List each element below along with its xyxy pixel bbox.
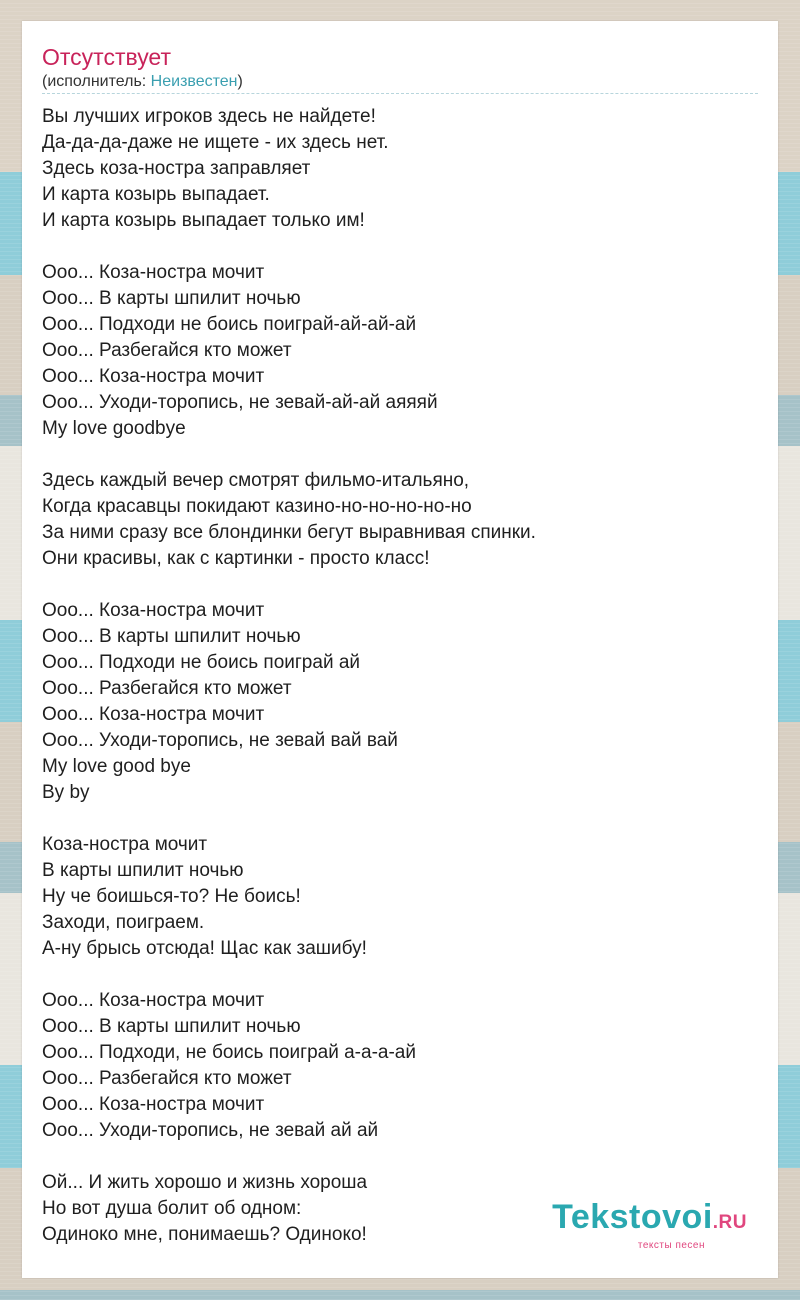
lyrics-line: Вы лучших игроков здесь не найдете! bbox=[42, 106, 376, 127]
logo-subtitle: тексты песен bbox=[637, 1240, 705, 1251]
lyrics-line: Ооо... Коза-ностра мочит bbox=[42, 704, 265, 725]
lyrics-line: Ооо... Коза-ностра мочит bbox=[42, 366, 265, 387]
lyrics-line: Ооо... Подходи, не боись поиграй а-а-а-ай bbox=[42, 1042, 416, 1063]
artist-suffix: ) bbox=[237, 73, 243, 90]
lyrics-line: Ооо... Коза-ностра мочит bbox=[42, 600, 265, 621]
lyrics-line: Ооо... Коза-ностра мочит bbox=[42, 990, 265, 1011]
lyrics-line: А-ну брысь отсюда! Щас как зашибу! bbox=[42, 938, 367, 959]
artist-prefix: (исполнитель: bbox=[42, 73, 151, 90]
lyrics-line: За ними сразу все блондинки бегут выравнивая спинки. bbox=[42, 522, 536, 543]
lyrics-line: Ой... И жить хорошо и жизнь хороша bbox=[42, 1172, 368, 1193]
lyrics-line: И карта козырь выпадает только им! bbox=[42, 210, 365, 231]
lyrics-line: My love good bye bbox=[42, 756, 191, 777]
lyrics-line: Ооо... Коза-ностра мочит bbox=[42, 262, 265, 283]
lyrics-line: Ооо... Уходи-торопись, не зевай-ай-ай аяяяй bbox=[42, 392, 438, 413]
lyrics-stanza bbox=[42, 260, 758, 442]
lyrics-line: Ооо... Разбегайся кто может bbox=[42, 1068, 292, 1089]
lyrics-stanza bbox=[42, 832, 758, 962]
lyrics-stanza bbox=[42, 598, 758, 806]
lyrics-line: В карты шпилит ночью bbox=[42, 860, 244, 881]
lyrics-line: By by bbox=[42, 782, 90, 803]
song-title: Отсутствует bbox=[42, 44, 171, 70]
title-divider bbox=[42, 93, 758, 94]
lyrics-line: Коза-ностра мочит bbox=[42, 834, 208, 855]
lyrics-line: Ооо... В карты шпилит ночью bbox=[42, 626, 301, 647]
lyrics-line: Ооо... Подходи не боись поиграй-ай-ай-ай bbox=[42, 314, 417, 335]
logo-wordmark: Tekstovoi bbox=[552, 1198, 713, 1236]
lyrics-line: Здесь коза-ностра заправляет bbox=[42, 158, 311, 179]
lyrics-line: Ооо... Уходи-торопись, не зевай ай ай bbox=[42, 1120, 379, 1141]
lyrics-line: Заходи, поиграем. bbox=[42, 912, 205, 933]
lyrics-text bbox=[42, 104, 758, 1274]
lyrics-line: Ну че боишься-то? Не боись! bbox=[42, 886, 301, 907]
logo-tld: .RU bbox=[712, 1212, 747, 1233]
site-logo[interactable] bbox=[552, 1200, 747, 1252]
lyrics-line: Но вот душа болит об одном: bbox=[42, 1198, 302, 1219]
lyrics-line: Ооо... Коза-ностра мочит bbox=[42, 1094, 265, 1115]
lyrics-line: Когда красавцы покидают казино-но-но-но-но-но bbox=[42, 496, 472, 517]
lyrics-line: My love goodbye bbox=[42, 418, 186, 439]
lyrics-line: Ооо... Подходи не боись поиграй ай bbox=[42, 652, 361, 673]
lyrics-line: Ооо... Разбегайся кто может bbox=[42, 340, 292, 361]
lyrics-line: Да-да-да-даже не ищете - их здесь нет. bbox=[42, 132, 389, 153]
lyrics-line: Ооо... В карты шпилит ночью bbox=[42, 1016, 301, 1037]
lyrics-stanza bbox=[42, 104, 758, 234]
lyrics-line: Ооо... Разбегайся кто может bbox=[42, 678, 292, 699]
artist-link[interactable]: Неизвестен bbox=[150, 73, 238, 90]
lyrics-card bbox=[22, 21, 778, 1278]
artist-line bbox=[42, 72, 243, 92]
lyrics-line: И карта козырь выпадает. bbox=[42, 184, 270, 205]
lyrics-stanza bbox=[42, 468, 758, 572]
lyrics-line: Ооо... В карты шпилит ночью bbox=[42, 288, 301, 309]
lyrics-line: Здесь каждый вечер смотрят фильмо-итальяно, bbox=[42, 470, 470, 491]
lyrics-line: Они красивы, как с картинки - просто класс! bbox=[42, 548, 430, 569]
lyrics-line: Ооо... Уходи-торопись, не зевай вай вай bbox=[42, 730, 398, 751]
lyrics-line: Одиноко мне, понимаешь? Одиноко! bbox=[42, 1224, 367, 1245]
lyrics-stanza bbox=[42, 988, 758, 1144]
